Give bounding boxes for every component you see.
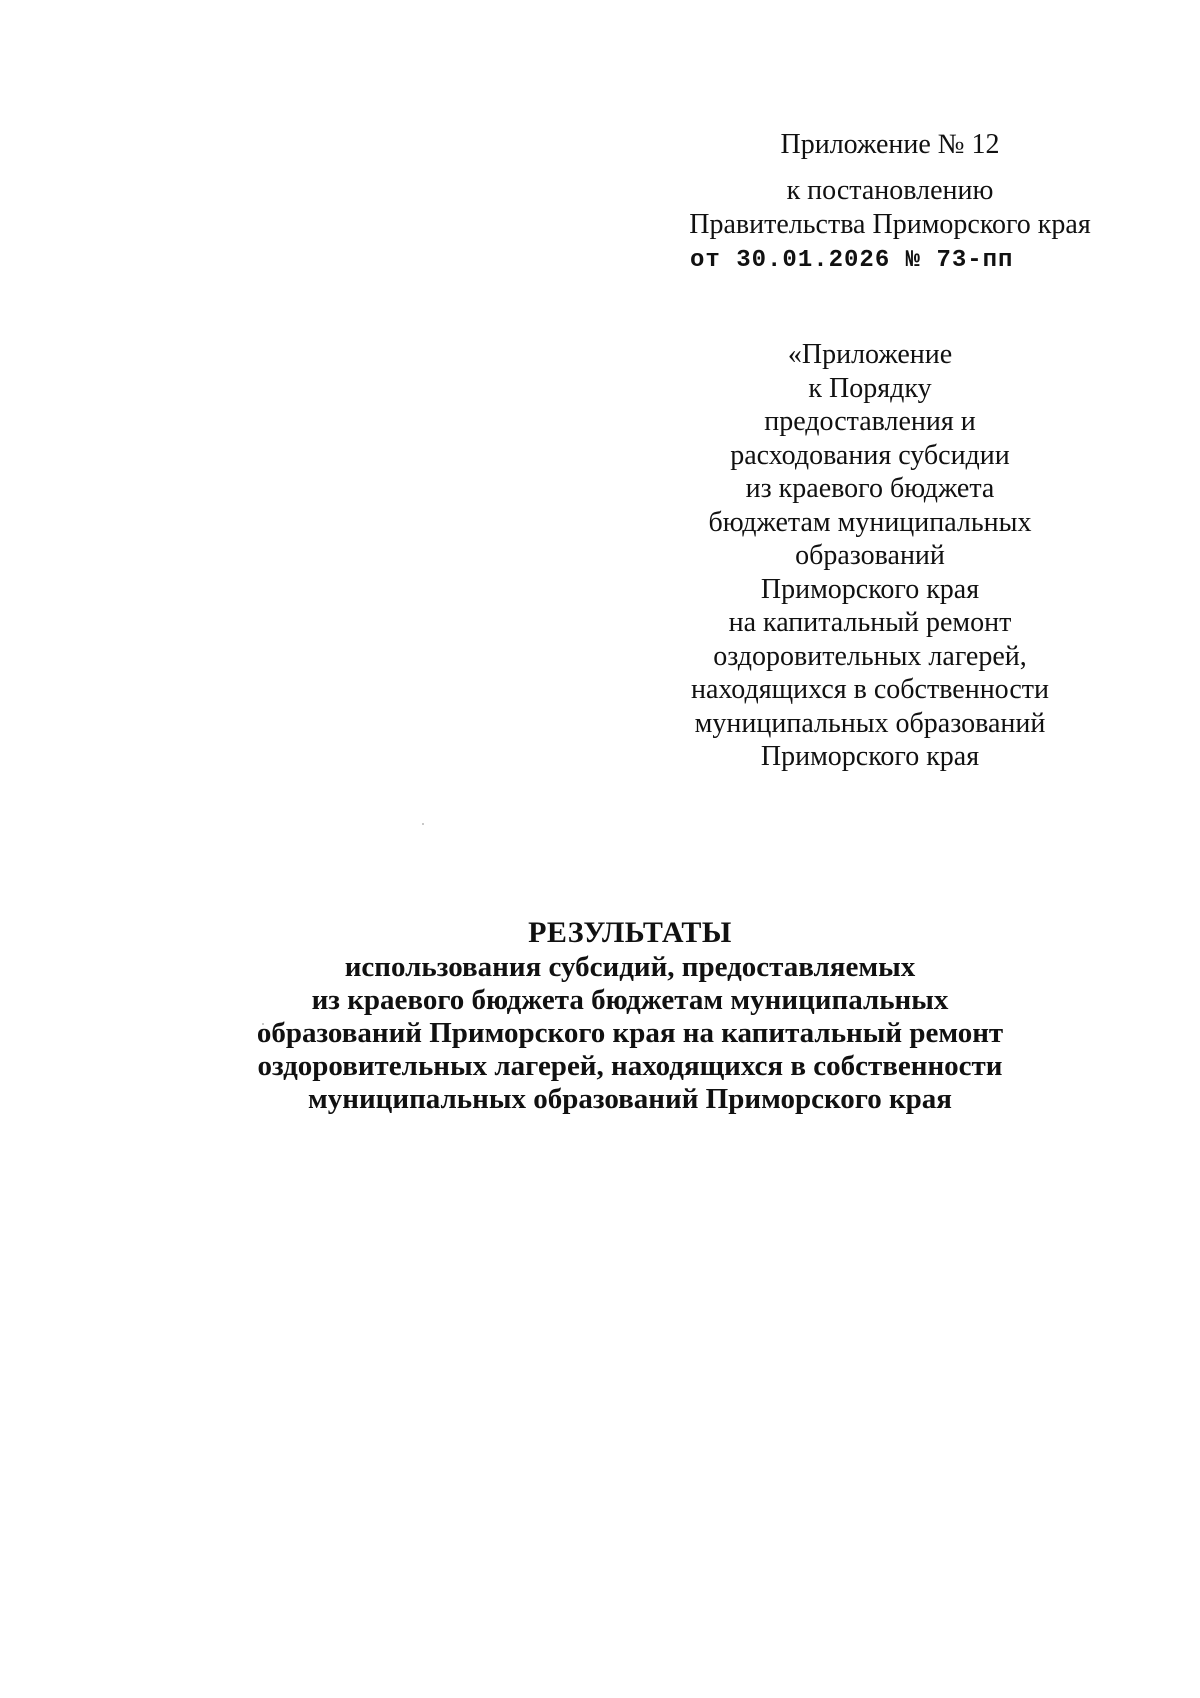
procedure-line: «Приложение — [787, 339, 953, 370]
results-subtitle-line: муниципальных образований Приморского края — [307, 1083, 952, 1115]
appendix-to-decree: к постановлению — [786, 175, 994, 206]
results-title — [200, 916, 1060, 1116]
procedure-line: на капитальный ремонт — [728, 607, 1012, 638]
appendix-header — [660, 128, 1120, 242]
results-subtitle-line: оздоровительных лагерей, находящихся в собственности — [257, 1050, 1003, 1082]
procedure-line: расходования субсидии — [730, 439, 1010, 471]
procedure-line: оздоровительных лагерей, — [713, 640, 1027, 672]
appendix-government: Правительства Приморского края — [689, 209, 1091, 240]
procedure-header — [650, 338, 1090, 774]
procedure-line: к Порядку — [808, 372, 932, 404]
results-subtitle-line: образований Приморского края на капитальный ремонт — [256, 1017, 1004, 1049]
decree-reference: от 30.01.2026 № 73-пп — [690, 247, 1014, 274]
procedure-line: бюджетам муниципальных — [708, 506, 1032, 538]
procedure-line: Приморского края — [760, 741, 980, 772]
procedure-line: находящихся в собственности — [690, 674, 1050, 705]
procedure-line: из краевого бюджета — [745, 473, 995, 504]
procedure-line: предоставления и — [764, 406, 976, 437]
results-heading: РЕЗУЛЬТАТЫ — [528, 916, 732, 949]
procedure-line: Приморского края — [760, 573, 980, 605]
procedure-line: муниципальных образований — [694, 707, 1046, 739]
appendix-number: Приложение № 12 — [780, 129, 1000, 160]
results-subtitle-line: использования субсидий, предоставляемых — [344, 951, 916, 983]
procedure-line: образований — [795, 540, 945, 571]
results-subtitle-line: из краевого бюджета бюджетам муниципальных — [311, 984, 949, 1016]
scan-speck — [422, 823, 424, 825]
